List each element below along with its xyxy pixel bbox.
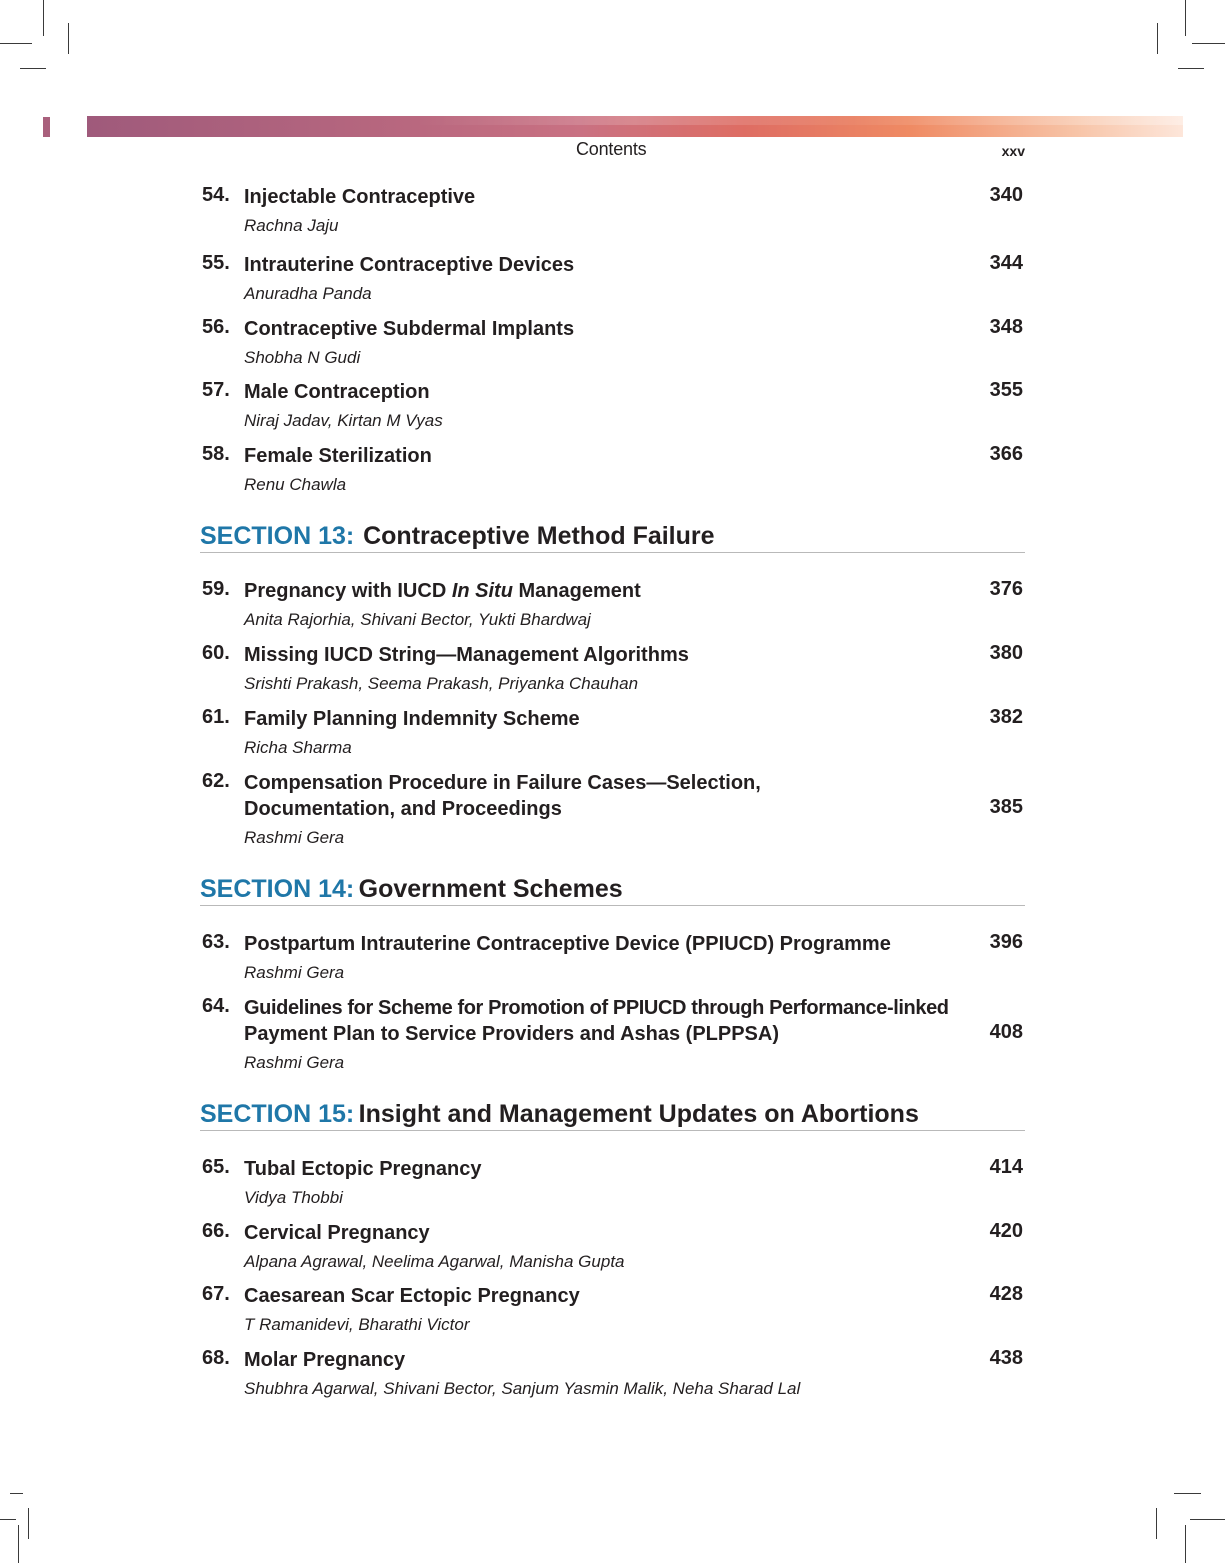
chapter-title-line: Guidelines for Scheme for Promotion of PPIUCD through Performance-linked [244,997,949,1019]
chapter-title-part: Management [512,580,641,602]
chapter-authors: Srishti Prakash, Seema Prakash, Priyanka Chauhan [244,674,639,693]
crop-mark [1192,43,1225,44]
header-gradient-band [87,116,1183,137]
chapter-authors: Niraj Jadav, Kirtan M Vyas [244,411,443,430]
chapter-number: 56. [202,316,230,338]
chapter-title: Tubal Ectopic Pregnancy [244,1158,482,1180]
section-heading[interactable] [200,1100,1025,1131]
chapter-title: Missing IUCD String—Management Algorithms [244,644,689,666]
chapter-title: Contraceptive Subdermal Implants [244,318,575,340]
chapter-authors: Rashmi Gera [244,828,345,847]
chapter-title [244,770,984,822]
chapter-number: 63. [202,931,230,953]
section-title: Government Schemes [358,875,623,903]
chapter-authors: Shobha N Gudi [244,348,361,367]
section-label: SECTION 15: [200,1100,355,1128]
section-heading[interactable] [200,522,1025,553]
page-number: 385 [989,796,1023,818]
chapter-number: 62. [202,770,230,792]
chapter-number: 64. [202,995,230,1017]
chapter-authors: T Ramanidevi, Bharathi Victor [244,1315,470,1334]
chapter-title-line: Documentation, and Proceedings [244,798,562,820]
crop-mark [0,43,32,44]
chapter-title: Female Sterilization [244,445,432,467]
page-number: 380 [989,642,1023,664]
page-number: 420 [989,1220,1023,1242]
chapter-number: 61. [202,706,230,728]
chapter-authors: Vidya Thobbi [244,1188,343,1207]
crop-mark [28,1508,29,1539]
chapter-authors: Rachna Jaju [244,216,339,235]
page-number: 366 [989,443,1023,465]
chapter-title [244,995,1004,1047]
crop-mark [1178,68,1204,69]
chapter-authors: Renu Chawla [244,475,347,494]
chapter-authors: Shubhra Agarwal, Shivani Bector, Sanjum Yasmin Malik, Neha Sharad Lal [244,1379,801,1398]
page-number: 408 [989,1021,1023,1043]
chapter-authors: Anuradha Panda [244,284,372,303]
page-number: 428 [989,1283,1023,1305]
chapter-title-line: Compensation Procedure in Failure Cases—Selection, [244,772,761,794]
crop-mark [20,68,46,69]
section-title: Contraceptive Method Failure [363,522,715,550]
chapter-number: 59. [202,578,230,600]
chapter-title: Family Planning Indemnity Scheme [244,708,580,730]
header-band-marker [43,117,50,137]
page-number: 348 [989,316,1023,338]
chapter-title: Intrauterine Contraceptive Devices [244,254,575,276]
chapter-title-line: Payment Plan to Service Providers and Ashas (PLPPSA) [244,1023,779,1045]
crop-mark [1174,1493,1201,1494]
chapter-title: Cervical Pregnancy [244,1222,430,1244]
chapter-title: Postpartum Intrauterine Contraceptive Device (PPIUCD) Programme [244,933,891,955]
chapter-number: 55. [202,252,230,274]
chapter-title-italic: In Situ [451,580,513,602]
chapter-number: 67. [202,1283,230,1305]
chapter-authors: Alpana Agrawal, Neelima Agarwal, Manisha Gupta [244,1252,625,1271]
chapter-number: 66. [202,1220,230,1242]
page-number: 344 [989,252,1023,274]
chapter-number: 68. [202,1347,230,1369]
section-heading[interactable] [200,875,1025,906]
section-title: Insight and Management Updates on Abortions [358,1100,919,1128]
chapter-authors: Rashmi Gera [244,1053,345,1072]
section-label: SECTION 14: [200,875,355,903]
crop-mark [10,1493,23,1494]
chapter-number: 57. [202,379,230,401]
chapter-title: Male Contraception [244,381,430,403]
chapter-authors: Richa Sharma [244,738,352,757]
chapter-number: 58. [202,443,230,465]
page-number: 396 [989,931,1023,953]
crop-mark [1190,1519,1225,1520]
page-number: 376 [989,578,1023,600]
chapter-title: Molar Pregnancy [244,1349,406,1371]
page-number: 438 [989,1347,1023,1369]
page-number: 340 [989,184,1023,206]
crop-mark [1157,23,1158,54]
crop-mark [68,23,69,54]
crop-mark [0,1519,16,1520]
chapter-title-part: Pregnancy with IUCD [244,580,452,602]
page-folio: xxv [1001,143,1025,159]
chapter-authors: Rashmi Gera [244,963,345,982]
running-head: Contents [576,139,647,159]
chapter-number: 65. [202,1156,230,1178]
crop-mark [18,1525,19,1563]
crop-mark [1185,0,1186,36]
chapter-title [244,578,984,604]
chapter-title: Caesarean Scar Ectopic Pregnancy [244,1285,580,1307]
page-number: 382 [989,706,1023,728]
crop-mark [1185,1525,1186,1563]
chapter-title: Injectable Contraceptive [244,186,476,208]
crop-mark [1156,1508,1157,1539]
crop-mark [43,0,44,36]
page-number: 355 [989,379,1023,401]
section-label: SECTION 13: [200,522,355,550]
chapter-number: 54. [202,184,230,206]
page-number: 414 [989,1156,1023,1178]
chapter-number: 60. [202,642,230,664]
chapter-authors: Anita Rajorhia, Shivani Bector, Yukti Bhardwaj [244,610,591,629]
